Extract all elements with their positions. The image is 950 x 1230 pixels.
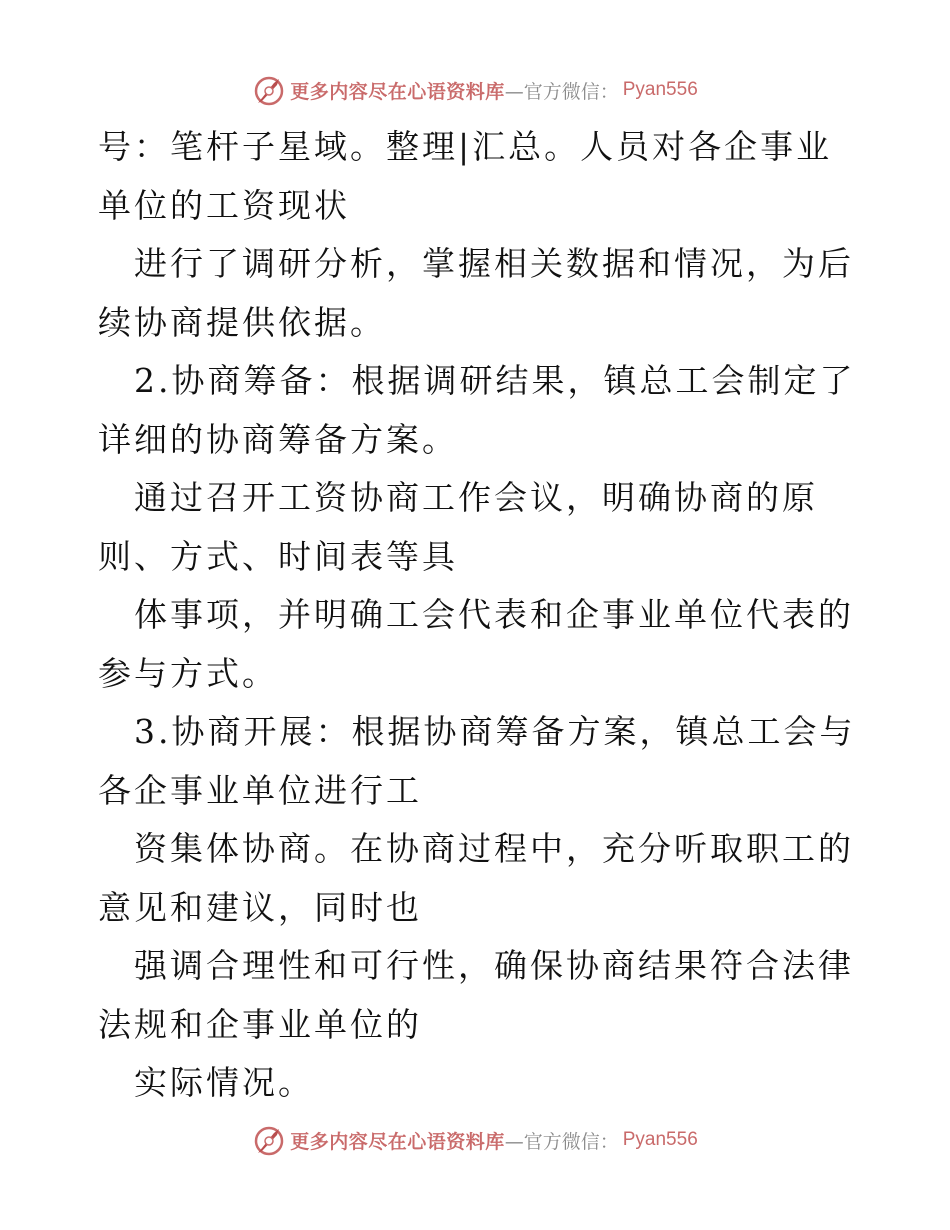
- quill-circle-icon: [252, 1123, 286, 1157]
- quill-circle-icon: [252, 73, 286, 107]
- paragraph-3: 2.协商筹备：根据调研结果，镇总工会制定了详细的协商筹备方案。: [98, 361, 856, 459]
- paragraph-7: 资集体协商。在协商过程中，充分听取职工的意见和建议，同时也: [98, 829, 854, 927]
- paragraph-5: 体事项，并明确工会代表和企事业单位代表的参与方式。: [98, 595, 854, 693]
- watermark-sub-text: —官方微信：: [504, 80, 619, 103]
- paragraph-4: 通过召开工资协商工作会议，明确协商的原则、方式、时间表等具: [98, 478, 818, 576]
- paragraph-1: 号：笔杆子星域。整理|汇总。人员对各企事业单位的工资现状: [98, 127, 833, 225]
- watermark-main-text: 更多内容尽在心语资料库: [290, 80, 505, 103]
- paragraph-2: 进行了调研分析，掌握相关数据和情况，为后续协商提供依据。: [98, 244, 854, 342]
- watermark-wechat-id: Pyan556: [622, 79, 698, 100]
- footer-watermark: [0, 1120, 950, 1160]
- watermark-wechat-id: Pyan556: [622, 1129, 698, 1150]
- watermark-main-text: 更多内容尽在心语资料库: [290, 1130, 505, 1153]
- paragraph-6: 3.协商开展：根据协商筹备方案，镇总工会与各企事业单位进行工: [98, 712, 856, 810]
- header-watermark: [0, 70, 950, 110]
- document-body: [98, 118, 858, 1113]
- watermark-sub-text: —官方微信：: [504, 1130, 619, 1153]
- paragraph-9: 实际情况。: [98, 1063, 314, 1102]
- paragraph-8: 强调合理性和可行性，确保协商结果符合法律法规和企事业单位的: [98, 946, 854, 1044]
